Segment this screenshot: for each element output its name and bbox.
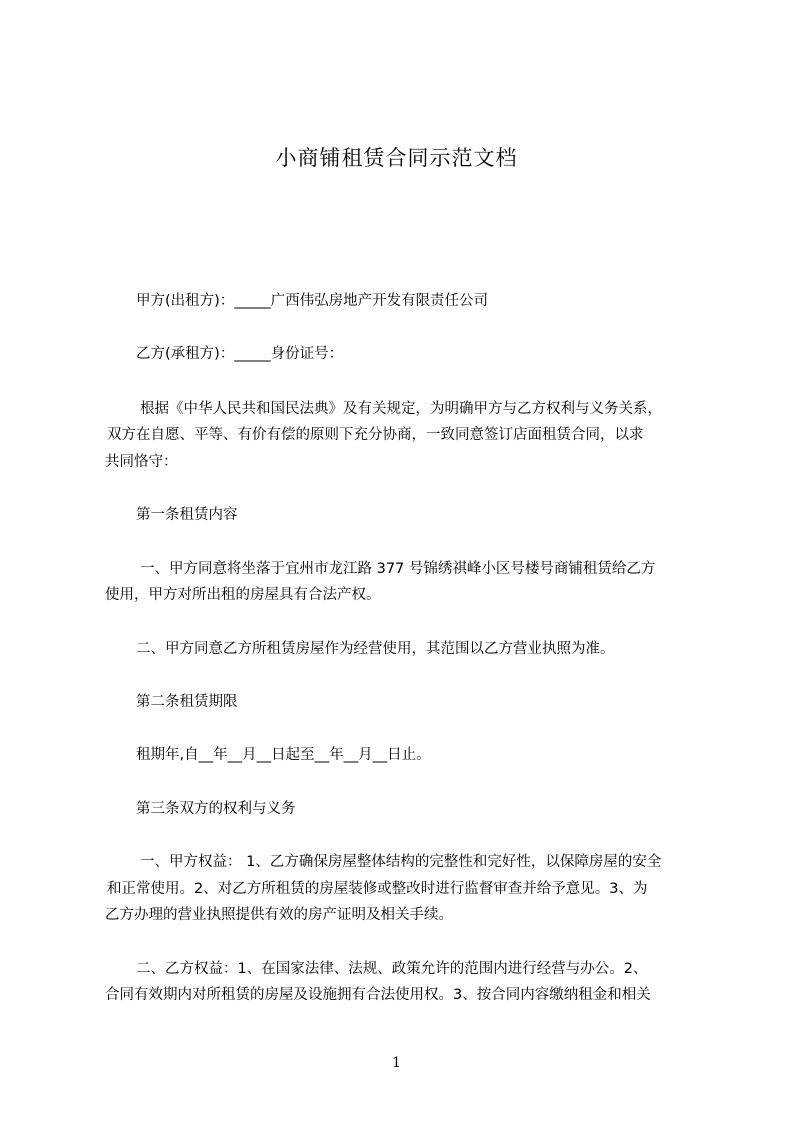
party-a-rights-line-2: 和正常使用。2、对乙方所租赁的房屋装修或整改时进行监督审查并给予意见。3、为: [107, 881, 648, 897]
party-a-rights-line-1: 一、甲方权益： 1、乙方确保房屋整体结构的完整性和完好性，以保障房屋的安全: [140, 854, 662, 870]
party-b-rights-line-1: 二、乙方权益：1、在国家法律、法规、政策允许的范围内进行经营与办公。2、: [136, 961, 648, 977]
party-a-rights-line-3: 乙方办理的营业执照提供有效的房产证明及相关手续。: [105, 907, 453, 923]
article-1-clause-2: 二、甲方同意乙方所租赁房屋作为经营使用，其范围以乙方营业执照为准。: [136, 641, 615, 657]
party-b-line: 乙方(承租方)：_____身份证号：: [136, 346, 344, 362]
article-3-heading: 第三条双方的权利与义务: [136, 801, 296, 817]
preamble-line-2: 双方在自愿、平等、有价有偿的原则下充分协商，一致同意签订店面租赁合同，以求: [107, 427, 644, 443]
lease-term-line: 租期年,自__年__月__日起至__年__月__日止。: [136, 747, 431, 763]
article-1-clause-1-line-2: 使用，甲方对所出租的房屋具有合法产权。: [105, 587, 381, 603]
party-a-line: 甲方(出租方)：_____广西伟弘房地产开发有限责任公司: [136, 293, 489, 309]
article-2-heading: 第二条租赁期限: [136, 694, 238, 710]
preamble-line-1: 根据《中华人民共和国民法典》及有关规定，为明确甲方与乙方权利与义务关系，: [140, 401, 662, 417]
document-title: 小商铺租赁合同示范文档: [275, 146, 518, 170]
page-number: 1: [392, 1055, 401, 1071]
party-b-rights-line-2: 合同有效期内对所租赁的房屋及设施拥有合法使用权。3、按合同内容缴纳租金和相关: [105, 987, 651, 1003]
article-1-heading: 第一条租赁内容: [136, 507, 238, 523]
article-1-clause-1-line-1: 一、甲方同意将坐落于宜州市龙江路 377 号锦绣祺峰小区号楼号商铺租赁给乙方: [140, 561, 656, 577]
preamble-line-3: 共同恪守：: [105, 454, 178, 470]
